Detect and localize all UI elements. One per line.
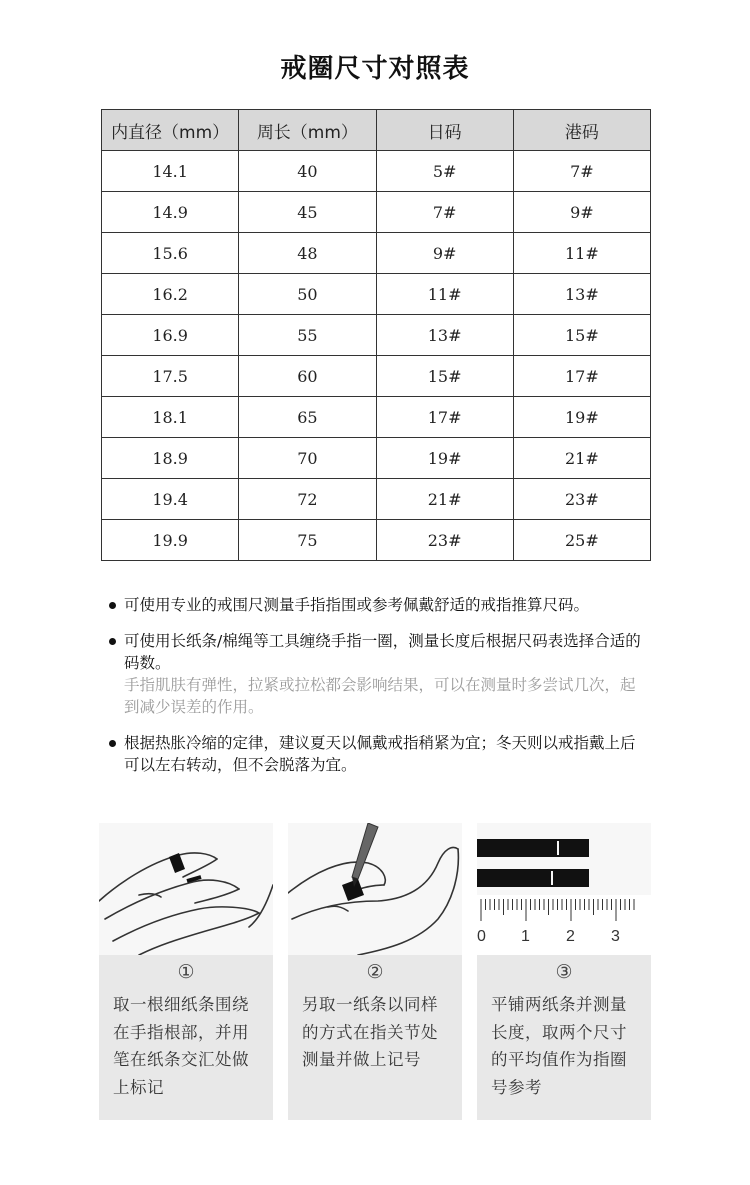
table-row <box>102 397 651 438</box>
note-item <box>108 732 648 776</box>
cell-circumference: 45 <box>239 192 376 233</box>
ruler-label: 0 <box>477 928 486 945</box>
cell-jp-size: 19# <box>376 438 513 479</box>
cell-hk-size: 13# <box>513 274 650 315</box>
cell-hk-size: 7# <box>513 151 650 192</box>
cell-hk-size: 15# <box>513 315 650 356</box>
cell-circumference: 70 <box>239 438 376 479</box>
step-card-2 <box>288 823 462 1120</box>
cell-inner-diameter: 19.4 <box>102 479 239 520</box>
ruler-label: 3 <box>611 928 620 945</box>
cell-hk-size: 21# <box>513 438 650 479</box>
cell-hk-size: 19# <box>513 397 650 438</box>
cell-inner-diameter: 17.5 <box>102 356 239 397</box>
cell-inner-diameter: 16.2 <box>102 274 239 315</box>
ruler-strips-illustration <box>477 823 651 955</box>
bullet-icon <box>109 638 116 645</box>
header-hk-size: 港码 <box>513 110 650 151</box>
cell-jp-size: 11# <box>376 274 513 315</box>
header-jp-size: 日码 <box>376 110 513 151</box>
hand-pen-mark-illustration <box>288 823 462 955</box>
cell-inner-diameter: 15.6 <box>102 233 239 274</box>
cell-hk-size: 23# <box>513 479 650 520</box>
ring-size-table <box>101 109 651 561</box>
header-circumference: 周长（mm） <box>239 110 376 151</box>
header-inner-diameter: 内直径（mm） <box>102 110 239 151</box>
table-row <box>102 151 651 192</box>
hand-pen-icon <box>288 823 462 955</box>
cell-inner-diameter: 14.9 <box>102 192 239 233</box>
page-title: 戒圈尺寸对照表 <box>280 54 470 84</box>
bullet-icon <box>109 602 116 609</box>
note-text: 可使用专业的戒围尺测量手指指围或参考佩戴舒适的戒指推算尺码。 <box>124 596 590 614</box>
cell-jp-size: 5# <box>376 151 513 192</box>
ruler-label: 2 <box>566 928 575 945</box>
cell-inner-diameter: 16.9 <box>102 315 239 356</box>
hand-ring-strip-illustration <box>99 823 273 955</box>
cell-hk-size: 17# <box>513 356 650 397</box>
cell-circumference: 75 <box>239 520 376 561</box>
table-header-row <box>102 110 651 151</box>
cell-jp-size: 9# <box>376 233 513 274</box>
step-number: ② <box>366 961 384 983</box>
note-text: 可使用长纸条/棉绳等工具缠绕手指一圈，测量长度后根据尺码表选择合适的码数。 <box>124 632 641 672</box>
hand-icon <box>99 823 273 955</box>
cell-inner-diameter: 14.1 <box>102 151 239 192</box>
cell-circumference: 48 <box>239 233 376 274</box>
step-number: ① <box>177 961 195 983</box>
table-row <box>102 274 651 315</box>
cell-jp-size: 23# <box>376 520 513 561</box>
table-row <box>102 479 651 520</box>
table-row <box>102 233 651 274</box>
cell-circumference: 60 <box>239 356 376 397</box>
cell-jp-size: 15# <box>376 356 513 397</box>
ruler-icon <box>477 823 651 955</box>
cell-hk-size: 25# <box>513 520 650 561</box>
step-number: ③ <box>555 961 573 983</box>
note-item <box>108 594 648 616</box>
note-item <box>108 630 648 718</box>
cell-hk-size: 9# <box>513 192 650 233</box>
note-subtext: 手指肌肤有弹性，拉紧或拉松都会影响结果，可以在测量时多尝试几次，起到减少误差的作用。 <box>124 676 636 716</box>
cell-jp-size: 17# <box>376 397 513 438</box>
cell-hk-size: 11# <box>513 233 650 274</box>
table-row <box>102 438 651 479</box>
step-text: 平铺两纸条并测量长度，取两个尺寸的平均值作为指圈号参考 <box>491 995 627 1097</box>
cell-circumference: 72 <box>239 479 376 520</box>
cell-jp-size: 13# <box>376 315 513 356</box>
note-text: 根据热胀冷缩的定律，建议夏天以佩戴戒指稍紧为宜；冬天则以戒指戴上后可以左右转动，但不会脱落为宜。 <box>124 734 636 774</box>
cell-circumference: 50 <box>239 274 376 315</box>
table-row <box>102 356 651 397</box>
step-text: 取一根细纸条围绕在手指根部，并用笔在纸条交汇处做上标记 <box>113 995 249 1097</box>
cell-inner-diameter: 18.9 <box>102 438 239 479</box>
step-card-3 <box>477 823 651 1120</box>
cell-inner-diameter: 19.9 <box>102 520 239 561</box>
table-row <box>102 520 651 561</box>
cell-inner-diameter: 18.1 <box>102 397 239 438</box>
cell-circumference: 55 <box>239 315 376 356</box>
table-row <box>102 192 651 233</box>
step-text: 另取一纸条以同样的方式在指关节处测量并做上记号 <box>302 995 438 1069</box>
cell-circumference: 40 <box>239 151 376 192</box>
ruler-label: 1 <box>521 928 530 945</box>
measurement-notes <box>108 594 648 790</box>
bullet-icon <box>109 740 116 747</box>
cell-jp-size: 7# <box>376 192 513 233</box>
cell-jp-size: 21# <box>376 479 513 520</box>
measurement-steps <box>99 823 651 1120</box>
table-row <box>102 315 651 356</box>
step-card-1 <box>99 823 273 1120</box>
cell-circumference: 65 <box>239 397 376 438</box>
